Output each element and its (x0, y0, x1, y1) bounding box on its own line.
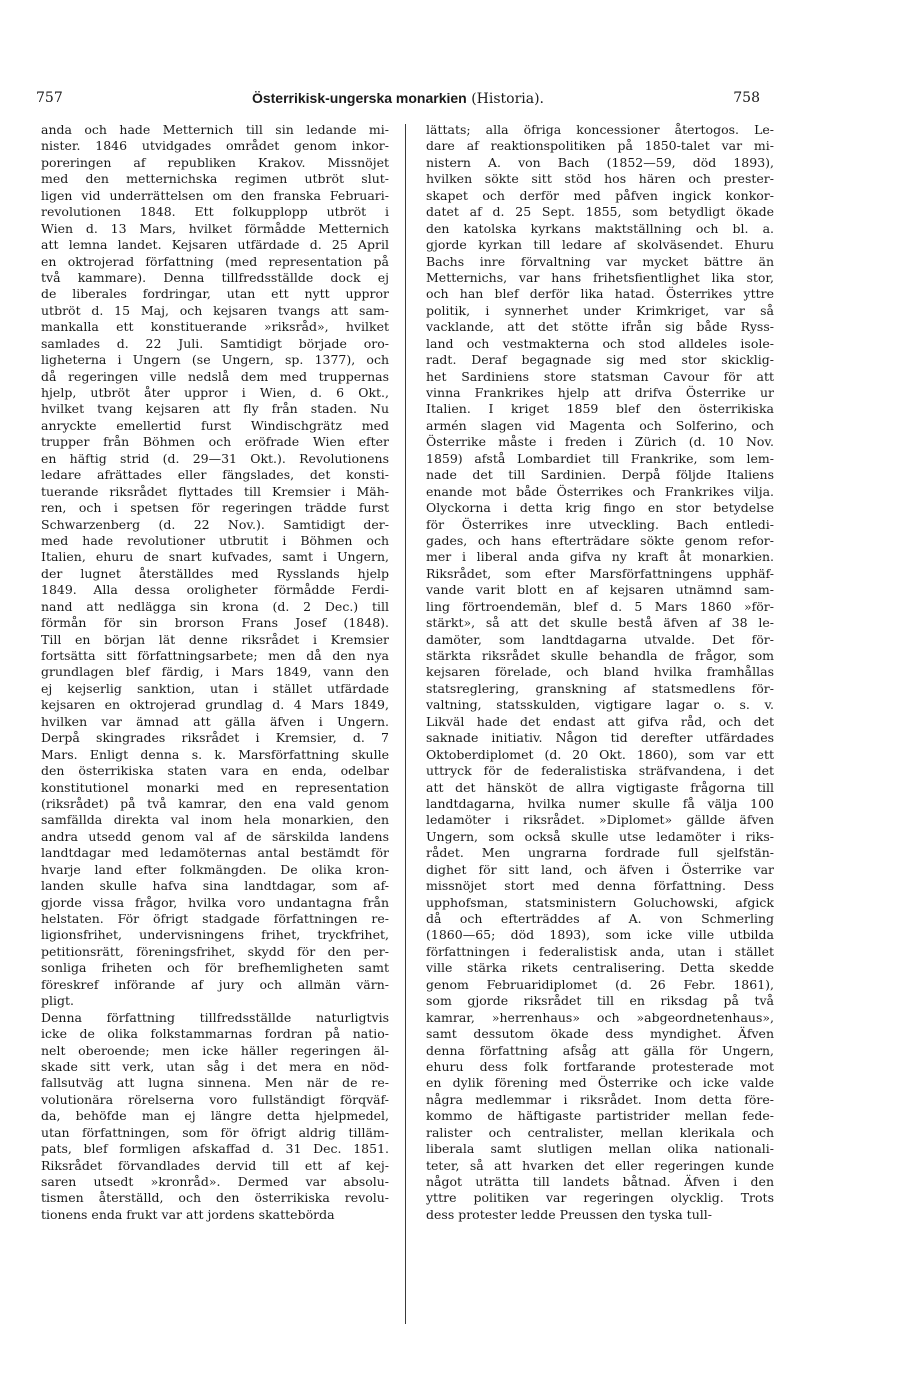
text-line: förmån för sin brorson Frans Josef (1848). (41, 615, 389, 631)
text-line: anda och hade Metternich till sin ledande mi- (41, 122, 389, 137)
text-line: armén slagen vid Magenta och Solferino, och (426, 417, 774, 433)
text-line: 1859) afstå Lombardiet till Frankrike, som lem- (426, 450, 774, 466)
left-column (41, 122, 389, 1223)
text-line: Metternichs, var hans frihetsfientlighet lika stor, (426, 269, 774, 285)
text-line: ralister och centralister, mellan klerikala och (426, 1124, 774, 1140)
text-line: ligionsfrihet, undervisningens frihet, tryckfrihet, (41, 927, 389, 943)
text-line: ledamöter i riksrådet. »Diplomet» gällde äfven (426, 812, 774, 828)
text-line: trupper från Böhmen och eröfrade Wien efter (41, 434, 389, 450)
text-line: Olyckorna i detta krig fingo en stor betydelse (426, 500, 774, 516)
text-line: denna författning afsåg att gälla för Ungern, (426, 1042, 774, 1058)
right-column (426, 122, 774, 1223)
page-header (36, 90, 760, 112)
text-line: skapet och derför med påfven ingick konkor- (426, 187, 774, 203)
text-line: Italien. I kriget 1859 blef den österrikiska (426, 401, 774, 417)
text-line: att det hänsköt de allra vigtigaste frågorna till (426, 779, 774, 795)
title-subtitle: (Historia). (471, 91, 545, 107)
text-line: dess protester ledde Preussen den tyska tull- (426, 1206, 712, 1222)
text-line: tuerande riksrådet flyttades till Kremsier i Mäh- (41, 483, 389, 499)
text-line: mankalla ett konstituerande »riksråd», hvilket (41, 319, 389, 335)
page-number-left: 757 (36, 90, 63, 106)
text-line: statsreglering, granskning af statsmedlens för- (426, 680, 774, 696)
text-line: land och vestmakterna och stod alldeles isole- (426, 335, 774, 351)
text-line: poreringen af republiken Krakov. Missnöjet (41, 154, 389, 170)
text-line: genom Februaridiplomet (d. 26 Febr. 1861), (426, 976, 774, 992)
text-line: damöter, som landtdagarna utvalde. Det för- (426, 631, 774, 647)
text-line: nand att nedlägga sin krona (d. 2 Dec.) till (41, 598, 389, 614)
text-line: Riksrådet, som efter Marsförfattningens upphäf- (426, 565, 774, 581)
text-line: datet af d. 25 Sept. 1855, som betydligt ökade (426, 204, 774, 220)
text-line: mer i liberal anda gifva ny kraft åt monarkien. (426, 549, 774, 565)
text-line: saknade initiativ. Någon tid derefter utfärdades (426, 730, 774, 746)
text-line: fallsutväg att lugna sinnena. Men när de re- (41, 1075, 389, 1091)
text-line: Denna författning tillfredsställde naturligtvis (41, 1009, 389, 1025)
text-line: ren, och i spetsen för regeringen trädde furst (41, 500, 389, 516)
text-line: en oktrojerad författning (med representation på (41, 253, 389, 269)
text-line: helstaten. För öfrigt stadgade författningen re- (41, 911, 389, 926)
text-line: landen skulle hafva sina landtdagar, som af- (41, 878, 389, 894)
text-line: samt dessutom ökade dess myndighet. Äfven (426, 1026, 774, 1042)
text-line: nelt oberoende; men icke häller regeringen äl- (41, 1042, 389, 1058)
text-line: den österrikiska staten vara en enda, odelbar (41, 763, 389, 779)
text-line: en dylik förening med Österrike och icke valde (426, 1075, 774, 1091)
text-line: upphofsman, statsministern Goluchowski, afgick (426, 894, 774, 910)
text-line: ville stärka rikets centralisering. Detta skedde (426, 960, 774, 976)
text-line: hvilket tvang kejsaren att fly från staden. Nu (41, 401, 389, 417)
text-line: enande mot både Österrikes och Frankrikes vilja. (426, 483, 774, 499)
text-line: gjorde vissa frågor, hvilka voro undantagna från (41, 894, 389, 910)
text-line: tismen återställd, och den österrikiska revolu- (41, 1190, 389, 1206)
text-line: skade sitt verk, utan såg i det mera en nöd- (41, 1058, 389, 1074)
text-line: dare af reaktionspolitiken på 1850-talet var mi- (426, 138, 774, 154)
text-line: politik, i synnerhet under Krimkriget, var så (426, 302, 774, 318)
page-number-right: 758 (733, 90, 760, 106)
text-line: Italien, ehuru de snart kufvades, samt i Ungern, (41, 549, 389, 565)
text-line: två kammare). Denna tillfredsställde dock ej (41, 269, 389, 285)
text-line: ligheterna i Ungern (se Ungern, sp. 1377), och (41, 352, 389, 368)
text-line: ligen vid underrättelsen om den franska Februari- (41, 187, 389, 203)
text-line: rådet. Men ungrarna fordrade full sjelfstän- (426, 845, 774, 861)
text-line: föreskref införande af jury och allmän värn- (41, 976, 389, 992)
text-line: teter, så att hvarken det eller regeringen kunde (426, 1157, 774, 1173)
text-line: Likväl hade det endast att gifva råd, och det (426, 713, 774, 729)
text-line: Bachs inre förvaltning var mycket bättre än (426, 253, 774, 269)
running-title (36, 90, 760, 107)
text-line: tionens enda frukt var att jordens skattebörda (41, 1206, 335, 1222)
text-line: samlades d. 22 Juli. Samtidigt började oro- (41, 335, 389, 351)
text-line: ehuru dess folk fortfarande protesterade mot (426, 1058, 774, 1074)
text-line: landtdagar med ledamöternas antal bestämdt för (41, 845, 389, 861)
text-line: ledare afrättades eller fängslades, det konsti- (41, 467, 389, 483)
text-line: och han blef derför lika hatad. Österrikes yttre (426, 286, 774, 302)
text-line: kommo de häftigaste partistrider mellan fede- (426, 1108, 774, 1124)
text-line: gades, och hans efterträdare sökte genom refor- (426, 532, 774, 548)
text-line: nistern A. von Bach (1852—59, död 1893), (426, 154, 774, 170)
text-line: Mars. Enligt denna s. k. Marsförfattning skulle (41, 746, 389, 762)
text-line: grundlagen blef färdig, i Mars 1849, vann den (41, 664, 389, 680)
text-line: revolutionen 1848. Ett folkupplopp utbröt i (41, 204, 389, 220)
text-line: med den metternichska regimen utbröt slut- (41, 171, 389, 187)
text-line: der lugnet återställdes med Rysslands hjelp (41, 565, 389, 581)
text-line: andra utsedd genom val af de särskilda landens (41, 828, 389, 844)
text-line: hvilken sökte sitt stöd hos hären och prester- (426, 171, 774, 187)
text-line: Derpå skingrades riksrådet i Kremsier, d. 7 (41, 730, 389, 746)
text-line: vande varit blott en af kejsaren utnämnd sam- (426, 582, 774, 598)
text-line: lättats; alla öfriga koncessioner återtogos. Le- (426, 122, 774, 137)
text-line: pats, blef formligen afskaffad d. 31 Dec. 1851. (41, 1141, 389, 1157)
text-line: hjelp, utbröt åter uppror i Wien, d. 6 Okt., (41, 385, 389, 400)
text-line: stärkta riksrådet skulle behandla de frågor, som (426, 648, 774, 663)
text-line: Riksrådet förvandlades dervid till ett af kej- (41, 1157, 389, 1173)
text-line: utan författningen, som för öfrigt aldrig tilläm- (41, 1124, 389, 1140)
text-line: saren utsedt »kronråd». Dermed var absolu- (41, 1174, 389, 1189)
text-line: för Österrikes inre utveckling. Bach entledi- (426, 516, 774, 532)
text-line: den katolska kyrkans maktställning och bl. a. (426, 220, 774, 236)
text-line: missnöjet stort med denna författning. Dess (426, 878, 774, 894)
text-line: yttre politiken var regeringen olycklig. Trots (426, 1190, 774, 1206)
text-line: Ungern, som också skulle utse ledamöter i riks- (426, 828, 774, 844)
title-main: Österrikisk-ungerska monarkien (251, 90, 467, 106)
text-line: kamrar, »herrenhaus» och »abgeordnetenhaus», (426, 1009, 774, 1025)
text-line: valtning, statsskulden, vigtigare lagar o. s. v. (426, 697, 774, 713)
text-line: nade det till Sardinien. Derpå följde Italiens (426, 467, 774, 483)
text-line: författningen i federalistisk anda, utan i stället (426, 943, 774, 959)
text-line: het Sardiniens store statsman Cavour för att (426, 368, 774, 384)
text-line: Schwarzenberg (d. 22 Nov.). Samtidigt der- (41, 516, 389, 532)
text-line: vacklande, att det stötte ifrån sig både Ryss- (426, 319, 774, 335)
text-line: Österrike måste i freden i Zürich (d. 10 Nov. (426, 434, 774, 450)
text-line: Till en början lät denne riksrådet i Kremsier (41, 631, 389, 647)
text-line: da, behöfde man ej längre detta hjelpmedel, (41, 1108, 389, 1124)
text-line: samfällda direkta val inom hela monarkien, den (41, 812, 389, 828)
text-line: då regeringen ville nedslå dem med truppernas (41, 368, 389, 384)
column-divider (405, 124, 406, 1324)
text-line: anryckte emellertid furst Windischgrätz med (41, 417, 389, 433)
text-line: Wien d. 13 Mars, hvilket förmådde Metternich (41, 220, 389, 236)
text-line: ling förtroendemän, blef d. 5 Mars 1860 »för- (426, 598, 774, 614)
text-line: konstitutionel monarki med en representation (41, 779, 389, 795)
text-line: 1849. Alla dessa oroligheter förmådde Ferdi- (41, 582, 389, 598)
text-line: kejsaren en oktrojerad grundlag d. 4 Mars 1849, (41, 697, 389, 713)
text-line: hvarje land efter folkmängden. De olika kron- (41, 861, 389, 877)
text-line: (1860—65; död 1893), som icke ville utbilda (426, 927, 774, 943)
text-line: petitionsrätt, föreningsfrihet, skydd för den per- (41, 943, 389, 959)
text-line: icke de olika folkstammarnas fordran på natio- (41, 1026, 389, 1042)
text-line: de liberales fordringar, utan ett nytt uppror (41, 286, 389, 302)
text-line: att lemna landet. Kejsaren utfärdade d. 25 April (41, 237, 389, 253)
text-line: dighet för sitt land, och äfven i Österrike var (426, 861, 774, 877)
text-line: fortsätta sitt författningsarbete; men då den nya (41, 648, 389, 663)
text-line: volutionära rörelserna voro fullständigt förqväf- (41, 1091, 389, 1107)
text-line: kejsaren förelade, och bland hvilka framhållas (426, 664, 774, 680)
text-line: hvilken var ämnad att gälla äfven i Ungern. (41, 713, 389, 729)
text-line: pligt. (41, 993, 74, 1009)
text-line: gjorde kyrkan till ledare af skolväsendet. Ehuru (426, 237, 774, 253)
text-line: sonliga friheten och för brefhemligheten samt (41, 960, 389, 976)
text-line: något uträtta till landets båtnad. Äfven i den (426, 1174, 774, 1189)
text-line: stärkt», så att det skulle bestå äfven af 38 le- (426, 615, 774, 631)
text-line: ej kejserlig sanktion, utan i stället utfärdade (41, 680, 389, 696)
text-line: med hade revolutioner utbrutit i Böhmen och (41, 532, 389, 548)
text-line: då och efterträddes af A. von Schmerling (426, 911, 774, 926)
text-line: liberala samt slutligen mellan olika nationali- (426, 1141, 774, 1157)
text-line: uttryck för de federalistiska sträfvandena, i det (426, 763, 774, 779)
text-line: nister. 1846 utvidgades området genom inkor- (41, 138, 389, 154)
text-line: vinna Frankrikes hjelp att drifva Österrike ur (426, 385, 774, 400)
text-line: som gjorde riksrådet till en riksdag på två (426, 993, 774, 1009)
text-line: landtdagarna, hvilka numer skulle få välja 100 (426, 795, 774, 811)
text-line: (riksrådet) på två kamrar, den ena vald genom (41, 795, 389, 811)
text-line: utbröt d. 15 Maj, och kejsaren tvangs att sam- (41, 302, 389, 318)
text-line: Oktoberdiplomet (d. 20 Okt. 1860), som var ett (426, 746, 774, 762)
text-line: en häftig strid (d. 29—31 Okt.). Revolutionens (41, 450, 389, 466)
text-line: radt. Deraf begagnade sig med stor skicklig- (426, 352, 774, 368)
text-line: några medlemmar i riksrådet. Inom detta före- (426, 1091, 774, 1107)
